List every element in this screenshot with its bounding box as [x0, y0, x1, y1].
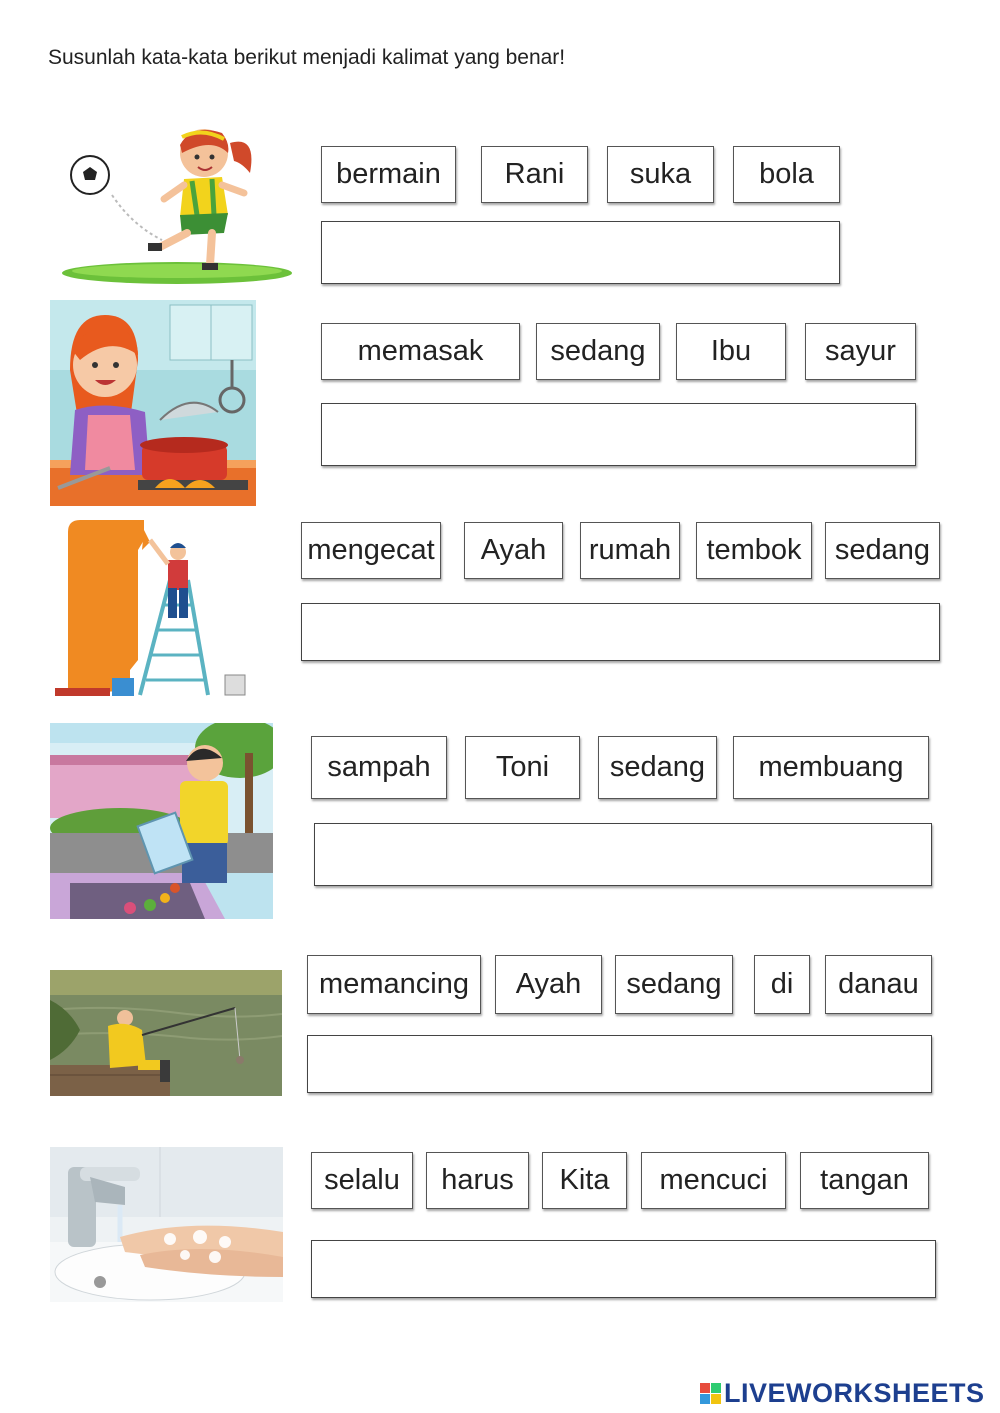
brand-name: LIVEWORKSHEETS — [724, 1378, 985, 1408]
word-tile[interactable]: danau — [825, 955, 932, 1014]
answer-box[interactable] — [314, 823, 932, 886]
word-tile[interactable]: sedang — [615, 955, 733, 1014]
answer-box[interactable] — [321, 221, 840, 284]
word-tile[interactable]: Ibu — [676, 323, 786, 380]
word-tile[interactable]: membuang — [733, 736, 929, 799]
word-tile[interactable]: rumah — [580, 522, 680, 579]
word-tile[interactable]: Ayah — [464, 522, 563, 579]
exercise-image-washing-hands — [50, 1147, 283, 1302]
word-tile[interactable]: Kita — [542, 1152, 627, 1209]
exercise-image-man-painting-wall — [50, 520, 256, 704]
word-tile[interactable]: memasak — [321, 323, 520, 380]
answer-box[interactable] — [307, 1035, 932, 1093]
word-tile[interactable]: mengecat — [301, 522, 441, 579]
word-tile[interactable]: selalu — [311, 1152, 413, 1209]
exercise-image-girl-kicking-ball — [52, 115, 292, 287]
word-tile[interactable]: sedang — [598, 736, 717, 799]
word-tile[interactable]: memancing — [307, 955, 481, 1014]
word-tile[interactable]: sayur — [805, 323, 916, 380]
answer-box[interactable] — [311, 1240, 936, 1298]
liveworksheets-logo — [700, 1378, 985, 1409]
word-tile[interactable]: Toni — [465, 736, 580, 799]
word-tile[interactable]: mencuci — [641, 1152, 786, 1209]
word-tile[interactable]: tangan — [800, 1152, 929, 1209]
word-tile[interactable]: bermain — [321, 146, 456, 203]
instruction-text: Susunlah kata-kata berikut menjadi kalimat yang benar! — [48, 46, 566, 69]
word-tile[interactable]: di — [754, 955, 810, 1014]
liveworksheets-mark-icon — [700, 1383, 721, 1404]
exercise-image-mother-cooking — [50, 300, 256, 506]
exercise-image-man-fishing-lake — [50, 970, 282, 1096]
word-tile[interactable]: harus — [426, 1152, 529, 1209]
word-tile[interactable]: Ayah — [495, 955, 602, 1014]
word-tile[interactable]: tembok — [696, 522, 812, 579]
word-tile[interactable]: sedang — [825, 522, 940, 579]
word-tile[interactable]: sedang — [536, 323, 660, 380]
exercise-image-boy-throwing-trash — [50, 723, 273, 919]
word-tile[interactable]: sampah — [311, 736, 447, 799]
answer-box[interactable] — [321, 403, 916, 466]
word-tile[interactable]: suka — [607, 146, 714, 203]
word-tile[interactable]: bola — [733, 146, 840, 203]
answer-box[interactable] — [301, 603, 940, 661]
word-tile[interactable]: Rani — [481, 146, 588, 203]
